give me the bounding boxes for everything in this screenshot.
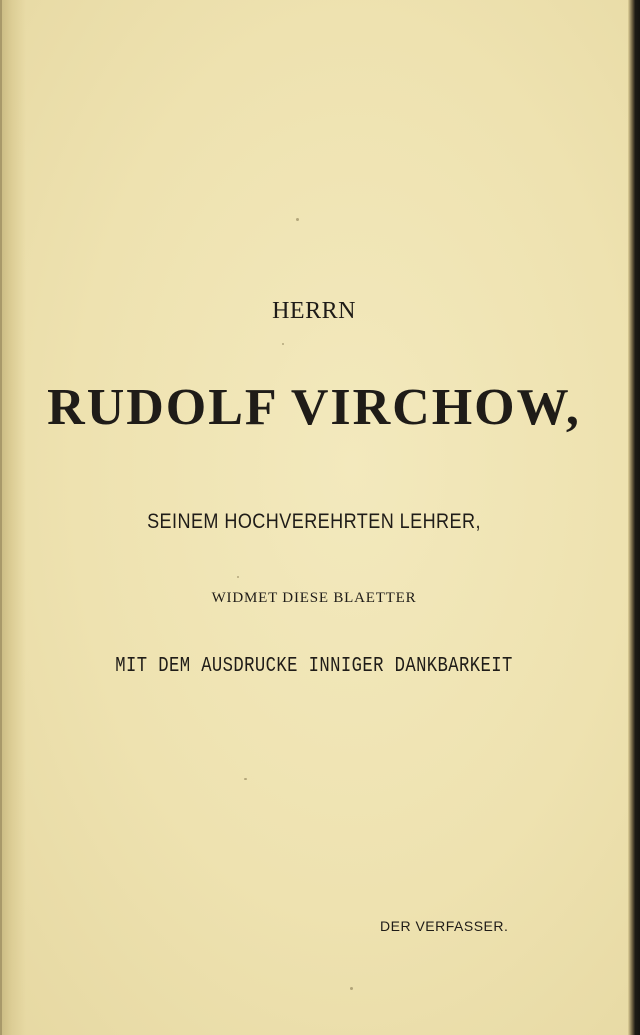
paper-speck bbox=[237, 576, 239, 578]
paper-speck bbox=[282, 343, 284, 345]
dedication-name: RUDOLF VIRCHOW, bbox=[47, 379, 581, 436]
dedication-widmet-line: WIDMET DIESE BLAETTER bbox=[211, 590, 417, 606]
dedication-teacher-line: SEINEM HOCHVEREHRTEN LEHRER, bbox=[147, 510, 481, 533]
paper-speck bbox=[350, 987, 353, 990]
page-right-edge bbox=[628, 0, 640, 1035]
dedication-signature: DER VERFASSER. bbox=[380, 918, 509, 934]
page-left-edge bbox=[0, 0, 2, 1035]
dedication-gratitude-line: MIT DEM AUSDRUCKE INNIGER DANKBARKEIT bbox=[115, 655, 513, 678]
dedication-herrn: HERRN bbox=[272, 298, 356, 324]
paper-speck bbox=[296, 218, 299, 221]
page-gutter-shadow bbox=[0, 0, 26, 1035]
paper-speck bbox=[244, 778, 247, 780]
